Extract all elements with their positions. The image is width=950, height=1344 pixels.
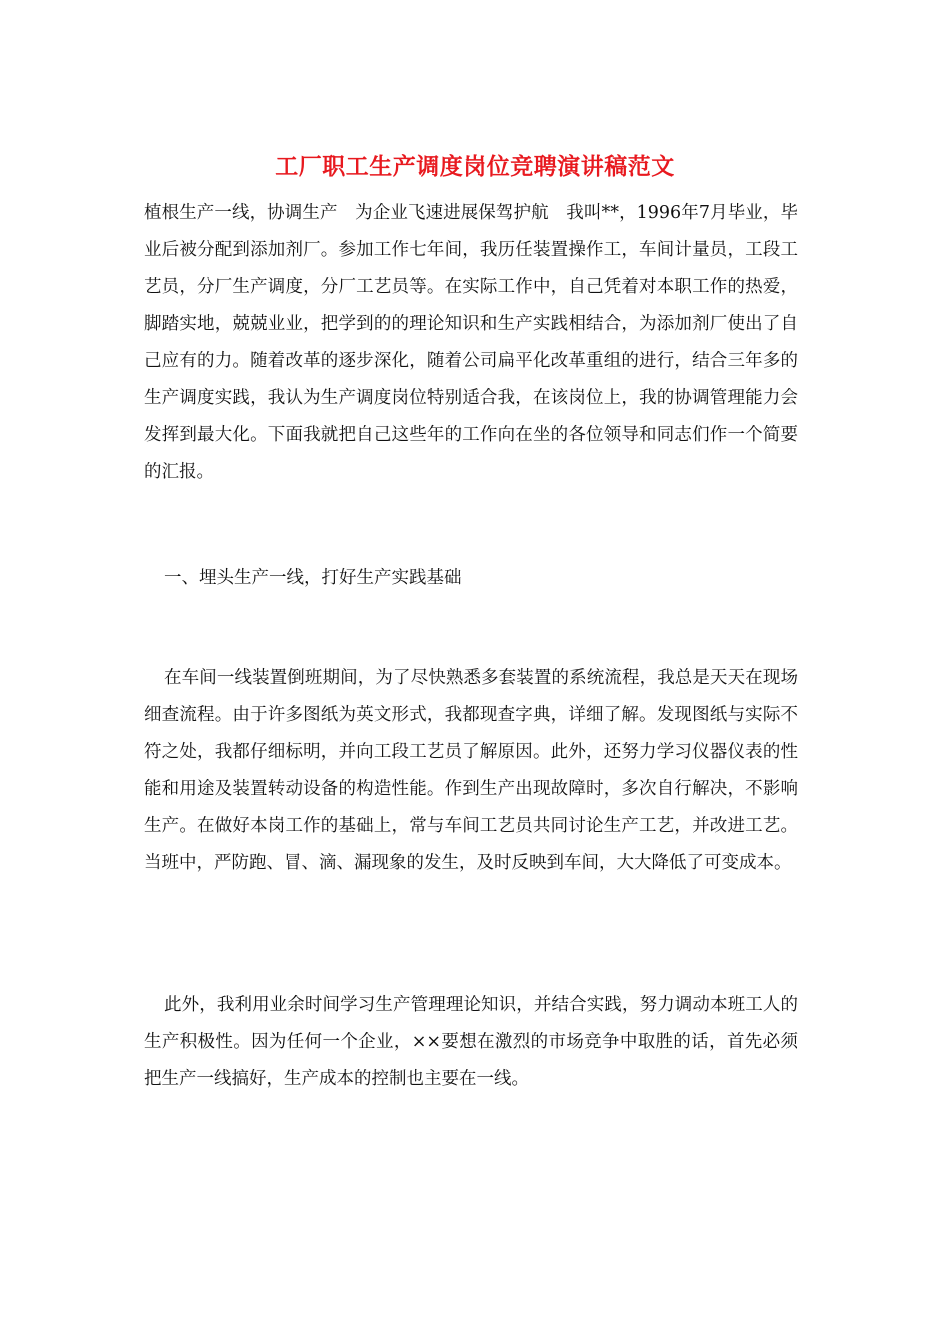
body-paragraph: 在车间一线装置倒班期间，为了尽快熟悉多套装置的系统流程，我总是天天在现场细查流程。由于许多图纸为英文形式，我都现查字典，详细了解。发现图纸与实际不符之处，我都仔细标明，并向工段工艺员了解原因。此外，还努力学习仪器仪表的性能和用途及装置转动设备的构造性能。作到生产出现故障时，多次自行解决，不影响生产。在做好本岗工作的基础上，常与车间工艺员共同讨论生产工艺，并改进工艺。当班中，严防跑、冒、滴、漏现象的发生，及时反映到车间，大大降低了可变成本。 bbox=[144, 668, 798, 873]
body-paragraph: 此外，我利用业余时间学习生产管理理论知识，并结合实践，努力调动本班工人的生产积极性。因为任何一个企业，××要想在激烈的市场竞争中取胜的话，首先必须把生产一线搞好，生产成本的控制也主要在一线。 bbox=[144, 995, 798, 1089]
intro-paragraph: 植根生产一线，协调生产 为企业飞速进展保驾护航 我叫**，1996年7月毕业，毕业后被分配到添加剂厂。参加工作七年间，我历任装置操作工，车间计量员，工段工艺员，分厂生产调度，分厂工艺员等。在实际工作中，自己凭着对本职工作的热爱，脚踏实地，兢兢业业，把学到的的理论知识和生产实践相结合，为添加剂厂使出了自己应有的力。随着改革的逐步深化，随着公司扁平化改革重组的进行，结合三年多的生产调度实践，我认为生产调度岗位特别适合我，在该岗位上，我的协调管理能力会发挥到最大化。下面我就把自己这些年的工作向在坐的各位领导和同志们作一个简要的汇报。 bbox=[144, 203, 798, 482]
section-heading: 一、埋头生产一线，打好生产实践基础 bbox=[164, 568, 462, 588]
document-title: 工厂职工生产调度岗位竞聘演讲稿范文 bbox=[275, 153, 675, 180]
